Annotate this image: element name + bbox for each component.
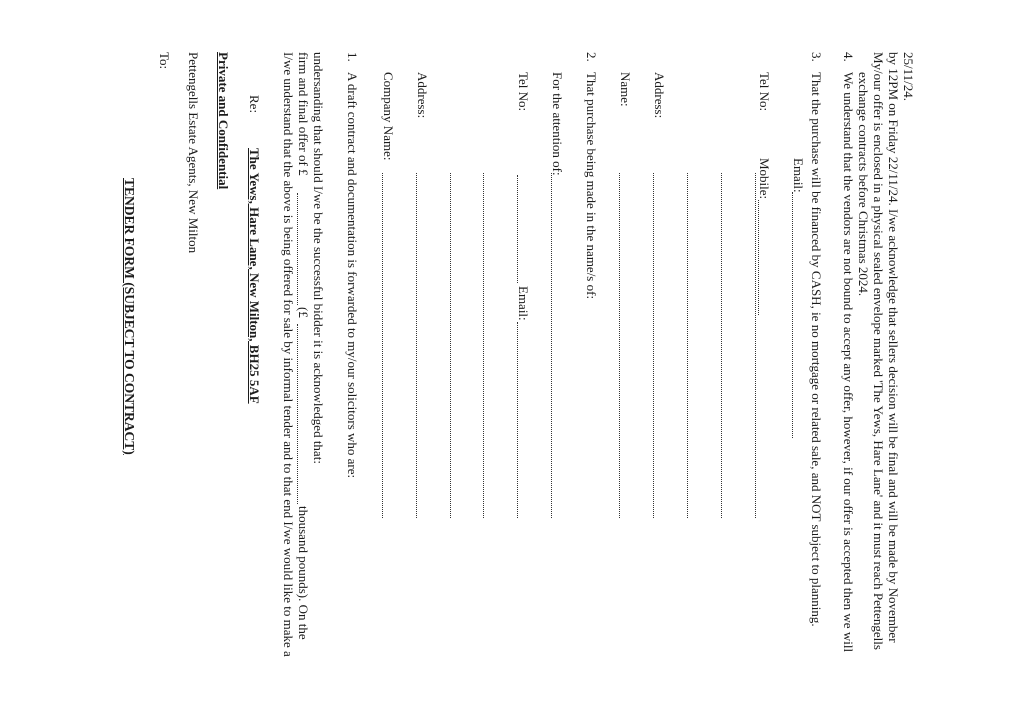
to-label: To: <box>157 52 172 70</box>
solicitor-address-field-2[interactable] <box>450 173 451 518</box>
item-3-text: That the purchase will be financed by CASH, ie no mortgage or related sale, and NOT subject to planning. <box>809 72 824 627</box>
item-3-number: 3. <box>809 52 824 62</box>
company-name-label: Company Name: <box>381 72 396 161</box>
property-address: The Yews, Hare Lane, New Milton, BH25 5AF <box>247 148 262 404</box>
item-2-text: That purchase being made in the name/s of: <box>584 72 599 300</box>
re-label: Re: <box>247 95 262 114</box>
item-4-number: 4. <box>841 52 856 62</box>
purchaser-address-field-2[interactable] <box>687 173 688 518</box>
purchaser-address-field-4[interactable] <box>755 173 756 518</box>
purchaser-address-field-1[interactable] <box>653 173 654 518</box>
intro-offer-label: firm and final offer of £ <box>296 52 311 176</box>
intro-offer-words-close: thousand pounds). On the <box>296 506 311 640</box>
attention-field[interactable] <box>551 173 552 518</box>
solicitor-telno-label: Tel No: <box>516 72 531 112</box>
attention-label: For the attention of: <box>550 72 565 176</box>
offer-amount-field[interactable] <box>297 193 298 305</box>
closing-line-2: by 12PM on Friday 22/11/24. I/we acknowledge that sellers decision will be final and will be made by November <box>886 52 901 643</box>
item-1-number: 1. <box>345 52 360 62</box>
intro-line-3: undersanding that should I/we be the successful bidder it is acknowledged that: <box>311 52 326 464</box>
item-1-text: A draft contract and documentation is forwarded to my/our solicitors who are: <box>345 72 360 479</box>
solicitor-address-field-3[interactable] <box>483 173 484 518</box>
purchaser-telno-label: Tel No: <box>757 72 772 112</box>
offer-words-field[interactable] <box>297 324 298 504</box>
purchaser-email-label: Email: <box>791 158 806 193</box>
purchaser-name-field[interactable] <box>619 173 620 518</box>
form-title: TENDER FORM (SUBJECT TO CONTRACT) <box>122 178 137 455</box>
purchaser-mobile-field[interactable] <box>758 200 759 315</box>
solicitor-address-label: Address: <box>415 72 430 119</box>
purchaser-address-label: Address: <box>652 72 667 119</box>
closing-line-3: 25/11/24. <box>901 52 916 101</box>
closing-line-1: My/our offer is enclosed in a physical sealed envelope marked 'The Yews, Hare Lane' and it must reach Pettengells <box>871 52 886 650</box>
item-2-number: 2. <box>584 52 599 62</box>
item-4-line-2: exchange contracts before Christmas 2024. <box>856 72 871 297</box>
purchaser-address-field-3[interactable] <box>721 173 722 518</box>
company-name-field[interactable] <box>382 173 383 518</box>
intro-line-2 <box>296 52 311 176</box>
solicitor-address-field-1[interactable] <box>416 173 417 518</box>
intro-offer-words-open: (£ <box>296 307 311 318</box>
solicitor-email-label: Email: <box>516 286 531 321</box>
intro-line-1: I/we understand that the above is being offered for sale by informal tender and to that end I/we would like to make a <box>281 52 296 657</box>
purchaser-name-label: Name: <box>618 72 633 107</box>
purchaser-mobile-label: Mobile: <box>757 158 772 200</box>
solicitor-email-field[interactable] <box>517 322 518 518</box>
purchaser-email-field[interactable] <box>792 192 793 438</box>
solicitor-telno-field[interactable] <box>517 175 518 283</box>
private-confidential-heading: Private and Confidential <box>216 52 231 190</box>
agent-name: Pettengells Estate Agents, New Milton <box>186 52 201 254</box>
item-4-line-1: We understand that the vendors are not bound to accept any offer, however, if our offer is accepted then we will <box>841 72 856 653</box>
